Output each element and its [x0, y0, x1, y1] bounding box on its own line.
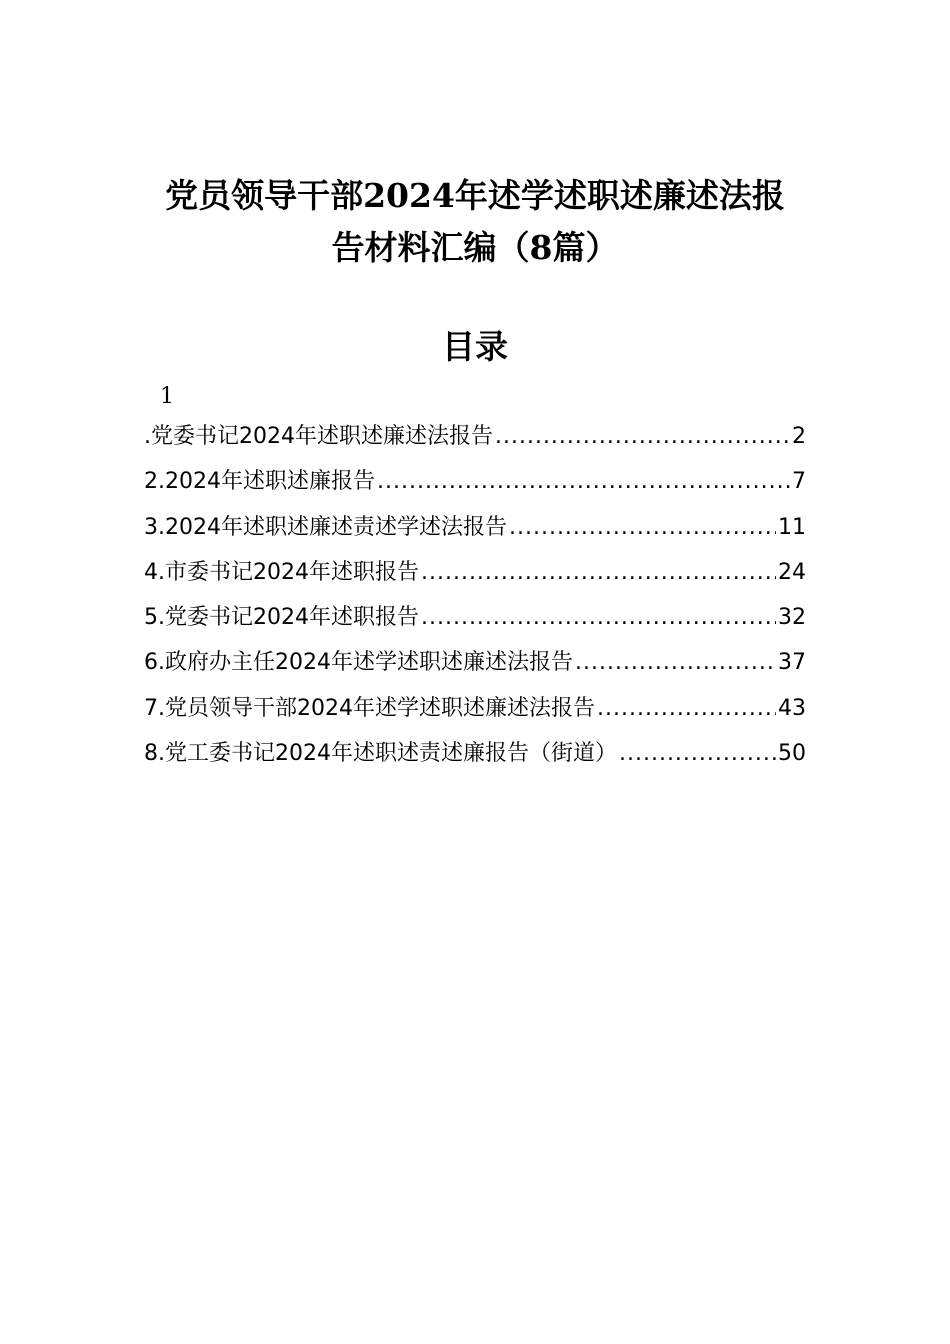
- toc-entry-2[interactable]: [144, 459, 806, 504]
- toc-entry-page: 37: [778, 650, 806, 676]
- toc-entry-label: 8.党工委书记2024年述职述责述廉报告（街道）: [144, 741, 617, 767]
- toc-heading: 目录: [442, 327, 508, 366]
- toc-entry-8[interactable]: [144, 731, 806, 776]
- document-title-line-2: 告材料汇编（8篇）: [331, 228, 619, 267]
- toc-entry-label: 7.党员领导干部2024年述学述职述廉述法报告: [144, 695, 595, 721]
- toc-entry-label: 2.2024年述职述廉报告: [144, 469, 375, 495]
- toc-entry-6[interactable]: [144, 640, 806, 685]
- toc-leader-dots: [597, 686, 776, 731]
- toc-entry-page: 32: [778, 605, 806, 631]
- toc-leader-dots: [495, 414, 790, 459]
- toc-entry-label: 3.2024年述职述廉述责述学述法报告: [144, 514, 507, 540]
- toc-leader-dots: [575, 640, 776, 685]
- toc-entry-3[interactable]: [144, 505, 806, 550]
- toc-entry-page: 7: [792, 469, 806, 495]
- toc-orphan-number: 1: [160, 384, 174, 409]
- toc-leader-dots: [509, 505, 776, 550]
- toc-entry-label: .党委书记2024年述职述廉述法报告: [144, 424, 493, 449]
- toc-leader-dots: [377, 459, 790, 504]
- toc-entry-label: 5.党委书记2024年述职报告: [144, 605, 419, 631]
- document-title: [140, 170, 810, 274]
- table-of-contents: [144, 380, 806, 776]
- toc-leader-dots: [421, 550, 776, 595]
- toc-entry-1[interactable]: [144, 414, 806, 459]
- toc-entry-page: 43: [778, 695, 806, 721]
- toc-entry-label: 6.政府办主任2024年述学述职述廉述法报告: [144, 650, 573, 676]
- toc-entry-5[interactable]: [144, 595, 806, 640]
- toc-entry-page: 24: [778, 559, 806, 585]
- toc-entry-page: 11: [778, 514, 806, 540]
- toc-entry-page: 2: [792, 424, 806, 449]
- toc-entry-7[interactable]: [144, 686, 806, 731]
- toc-entry-page: 50: [778, 741, 806, 767]
- toc-leader-dots: [421, 595, 776, 640]
- toc-entry-label: 4.市委书记2024年述职报告: [144, 559, 419, 585]
- toc-leader-dots: [619, 731, 776, 776]
- document-title-line-1: 党员领导干部2024年述学述职述廉述法报: [165, 176, 785, 215]
- toc-entry-4[interactable]: [144, 550, 806, 595]
